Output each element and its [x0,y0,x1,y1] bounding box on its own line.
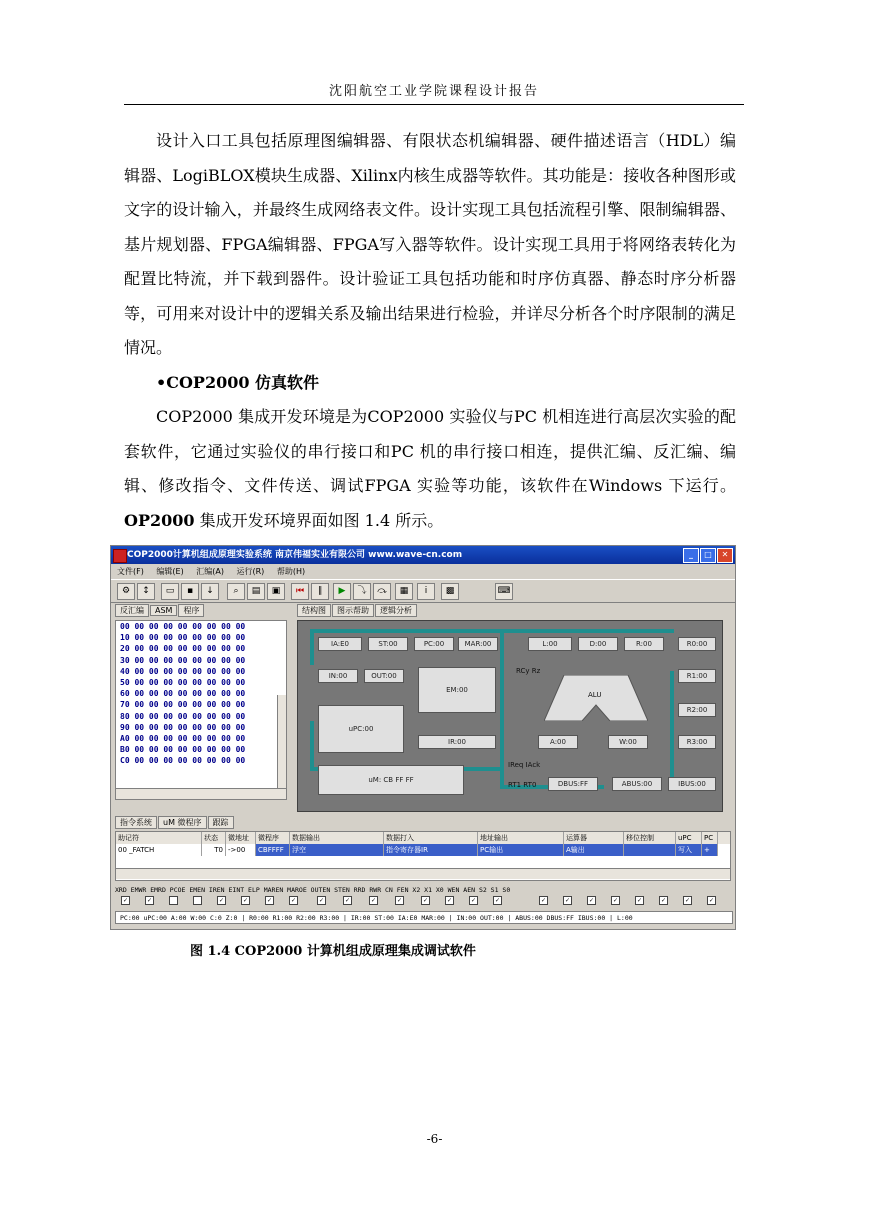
window-title: COP2000计算机组成原理实验系统 南京伟福实业有限公司 www.wave-cn.com [127,550,463,560]
cell-alu: A输出 [564,844,624,856]
st-register: ST:00 [368,637,408,651]
body-text [124,124,736,538]
signal-checkbox[interactable]: ✓ [470,897,477,904]
signal-checkbox[interactable]: ✓ [396,897,403,904]
control-signal-checkboxes [115,896,729,906]
signal-checkbox[interactable]: ✓ [122,897,129,904]
app-icon [113,549,127,563]
tab-microprogram[interactable]: uM 微程序 [158,816,207,829]
open-icon[interactable]: ▭ [161,583,179,600]
figure-screenshot [110,545,736,930]
save-icon[interactable]: ▪ [181,583,199,600]
step-icon[interactable]: ⤵ [353,583,371,600]
abus: ABUS:00 [612,777,662,791]
table-horizontal-scrollbar[interactable] [116,868,730,879]
signal-checkbox[interactable]: ✓ [684,897,691,904]
menu-file[interactable]: 文件(F) [117,567,144,576]
download-icon[interactable]: ↓ [201,583,219,600]
control-signal-labels: XRD EMWR EMRD PCOE EMEN IREN EINT ELP MAREN MAROE OUTEN STEN RRD RWR CN FEN X2 X1 X0 WEN AEN S2 S1 S0 [115,886,511,894]
mar-register: MAR:00 [458,637,498,651]
paragraph-op2000-rest: 集成开发环境界面如图 1.4 所示。 [194,510,444,530]
step-over-icon[interactable]: ⤼ [373,583,391,600]
page-number: -6- [426,1132,443,1146]
connect-icon[interactable]: ⚙ [117,583,135,600]
signal-checkbox[interactable]: ✓ [446,897,453,904]
ia-register: IA:E0 [318,637,362,651]
section-title: COP2000 仿真软件 [166,372,320,392]
ir-register: IR:00 [418,735,496,749]
table-row[interactable] [116,844,730,856]
w-register: W:00 [608,735,648,749]
window-titlebar [111,546,735,564]
hex-row: A0 00 00 00 00 00 00 00 00 [120,733,246,743]
cell-address-out: PC输出 [478,844,564,856]
alu-label: ALU [588,691,602,699]
a-register: A:00 [538,735,578,749]
signal-checkbox[interactable]: ✓ [494,897,501,904]
hex-row: 00 00 00 00 00 00 00 00 00 [120,622,246,631]
dbus: DBUS:FF [548,777,598,791]
r1-register: R1:00 [678,669,716,683]
ibus: IBUS:00 [668,777,716,791]
menu-run[interactable]: 运行(R) [236,567,265,576]
signal-checkbox[interactable] [169,896,178,905]
col-address-out: 地址输出 [478,832,564,844]
col-micro-address: 微地址 [226,832,256,844]
r0-register: R0:00 [678,637,716,651]
signal-checkbox[interactable]: ✓ [146,897,153,904]
cell-microprogram: CBFFFF [256,844,290,856]
cell-state: T0 [202,844,226,856]
signal-checkbox[interactable]: ✓ [344,897,351,904]
signal-checkbox[interactable]: ✓ [660,897,667,904]
paragraph-cop2000-text: COP2000 集成开发环境是为COP2000 实验仪与PC 机相连进行高层次实验的配套软件，它通过实验仪的串行接口和PC 机的串行接口相连，提供汇编、反汇编、编辑、修改指令、文件传送、调试FPGA 实验等功能，该软件在Windows 下运行。 [124,407,736,495]
out-register: OUT:00 [364,669,404,683]
find-icon[interactable]: ⌕ [227,583,245,600]
maximize-icon[interactable]: □ [700,548,716,563]
cell-pc: + [702,844,718,856]
tab-logic-analysis[interactable]: 逻辑分析 [375,604,417,617]
hex-row: 90 00 00 00 00 00 00 00 00 [120,722,246,732]
bottom-tabs [115,816,235,829]
em-memory: EM:00 [418,667,496,713]
cpu-structure-diagram [297,620,723,812]
signal-checkbox[interactable]: ✓ [218,897,225,904]
signal-checkbox[interactable]: ✓ [318,897,325,904]
sync-icon[interactable]: ↕ [137,583,155,600]
cell-mnemonic: 00 _FATCH [116,844,202,856]
signal-checkbox[interactable] [193,896,202,905]
signal-checkbox[interactable]: ✓ [612,897,619,904]
upc-register: uPC:00 [318,705,404,753]
tab-diagram-help[interactable]: 图示帮助 [332,604,374,617]
hex-row: 10 00 00 00 00 00 00 00 00 [120,633,246,643]
hex-row: 30 00 00 00 00 00 00 00 00 [120,655,246,665]
keyboard-icon[interactable]: ⌨ [495,583,513,600]
r3-register: R3:00 [678,735,716,749]
rt-label: RT1 RT0 [508,781,537,789]
signal-checkbox[interactable]: ✓ [540,897,547,904]
col-microprogram: 微程序 [256,832,290,844]
page-header: 沈阳航空工业学院课程设计报告 [328,84,539,99]
build-icon[interactable]: ▣ [267,583,285,600]
bus-line [310,721,314,771]
hex-row: B0 00 00 00 00 00 00 00 00 [120,745,246,755]
hex-row: 60 00 00 00 00 00 00 00 00 [120,689,246,699]
col-state: 状态 [202,832,226,844]
col-upc: uPC [676,832,702,844]
toolbar [111,579,735,603]
col-data-in: 数据打入 [384,832,478,844]
cell-shift [624,844,676,856]
col-data-out: 数据输出 [290,832,384,844]
hex-vertical-scrollbar[interactable] [277,695,287,798]
ireq-iack-label: IReq IAck [508,761,541,769]
tab-structure[interactable]: 结构图 [297,604,331,617]
r2-register: R2:00 [678,703,716,717]
signal-checkbox[interactable]: ✓ [242,897,249,904]
bus-line [504,629,674,633]
run-icon[interactable]: ▶ [333,583,351,600]
menu-help[interactable]: 帮助(H) [276,567,306,576]
signal-checkbox[interactable]: ✓ [636,897,643,904]
menu-assemble[interactable]: 汇编(A) [196,567,224,576]
col-mnemonic: 助记符 [116,832,202,844]
table-header-row [116,832,730,844]
paragraph-design-tools: 设计入口工具包括原理图编辑器、有限状态机编辑器、硬件描述语言（HDL）编辑器、LogiBLOX模块生成器、Xilinx内核生成器等软件。其功能是：接收各种图形或文字的设计输入，并最终生成网络表文件。设计实现工具包括流程引擎、限制编辑器、基片规划器、FPGA编辑器、FPGA写入器等软件。设计实现工具用于将网络表转化为配置比特流，并下载到器件。设计验证工具包括功能和时序仿真器、静态时序分析器等，可用来对设计中的逻辑关系及输出结果进行检验，并详尽分析各个时序限制的满足情况。 [124,131,736,357]
col-shift: 移位控制 [624,832,676,844]
info-icon[interactable]: i [417,583,435,600]
cell-data-out: 浮空 [290,844,384,856]
tab-disassembly[interactable]: 反汇编 [115,604,149,617]
tab-trace[interactable]: 跟踪 [208,816,234,829]
reset-icon[interactable]: ⏮ [291,583,309,600]
minimize-icon[interactable]: _ [683,548,699,563]
hex-row: 40 00 00 00 00 00 00 00 00 [120,666,246,676]
um-microprogram-memory: uM: CB FF FF [318,765,464,795]
cell-micro-address: ->00 [226,844,256,856]
paragraph-op2000-bold: OP2000 [124,510,195,530]
close-icon[interactable]: ✕ [717,548,733,563]
hex-row: 20 00 00 00 00 00 00 00 00 [120,644,246,654]
pause-icon[interactable]: ∥ [311,583,329,600]
signal-checkbox[interactable]: ✓ [422,897,429,904]
r-register: R:00 [624,637,664,651]
tab-asm[interactable]: ASM [150,605,177,616]
hex-horizontal-scrollbar[interactable] [115,788,287,800]
chip-icon[interactable]: ▩ [441,583,459,600]
bus-line [310,629,500,633]
paragraph-cop2000 [124,400,736,538]
figure-caption: 图 1.4 COP2000 计算机组成原理集成调试软件 [190,944,476,959]
hex-row: C0 00 00 00 00 00 00 00 00 [120,756,246,766]
status-bar: PC:00 uPC:00 A:00 W:00 C:0 Z:0 | R0:00 R1:00 R2:00 R3:00 | IR:00 ST:00 IA:E0 MAR:00 | IN:00 OUT:00 | ABUS:00 DBUS:FF IBUS:00 | L:00 [115,911,733,924]
signal-checkbox[interactable]: ✓ [266,897,273,904]
hex-row: 50 00 00 00 00 00 00 00 00 [120,677,246,687]
trace-table [115,831,731,881]
cell-upc: 写入 [676,844,702,856]
col-alu: 运算器 [564,832,624,844]
bus-line [670,671,674,791]
signal-checkbox[interactable]: ✓ [290,897,297,904]
signal-checkbox[interactable]: ✓ [708,897,715,904]
d-register: D:00 [578,637,618,651]
hex-row: 70 00 00 00 00 00 00 00 00 [120,700,246,710]
compile-icon[interactable]: ▤ [247,583,265,600]
right-tabs [297,604,418,617]
header-rule [124,104,744,105]
menu-edit[interactable]: 编辑(E) [156,567,184,576]
tab-instruction-set[interactable]: 指令系统 [115,816,157,829]
section-bullet: • [156,372,167,392]
in-register: IN:00 [318,669,358,683]
left-tabs [115,604,205,618]
signal-checkbox[interactable]: ✓ [564,897,571,904]
hex-memory-view[interactable] [115,620,287,798]
bus-line [310,629,314,665]
tab-program[interactable]: 程序 [178,604,204,617]
col-pc: PC [702,832,718,844]
menu-bar [111,565,735,578]
section-heading [124,366,736,401]
monitor-icon[interactable]: ▦ [395,583,413,600]
signal-checkbox[interactable]: ✓ [588,897,595,904]
l-register: L:00 [528,637,572,651]
pc-register: PC:00 [414,637,454,651]
bus-line [500,629,504,789]
rcy-rz-label: RCy Rz [516,667,541,675]
signal-checkbox[interactable]: ✓ [370,897,377,904]
hex-row: 80 00 00 00 00 00 00 00 00 [120,711,246,721]
cell-data-in: 指令寄存器IR [384,844,478,856]
